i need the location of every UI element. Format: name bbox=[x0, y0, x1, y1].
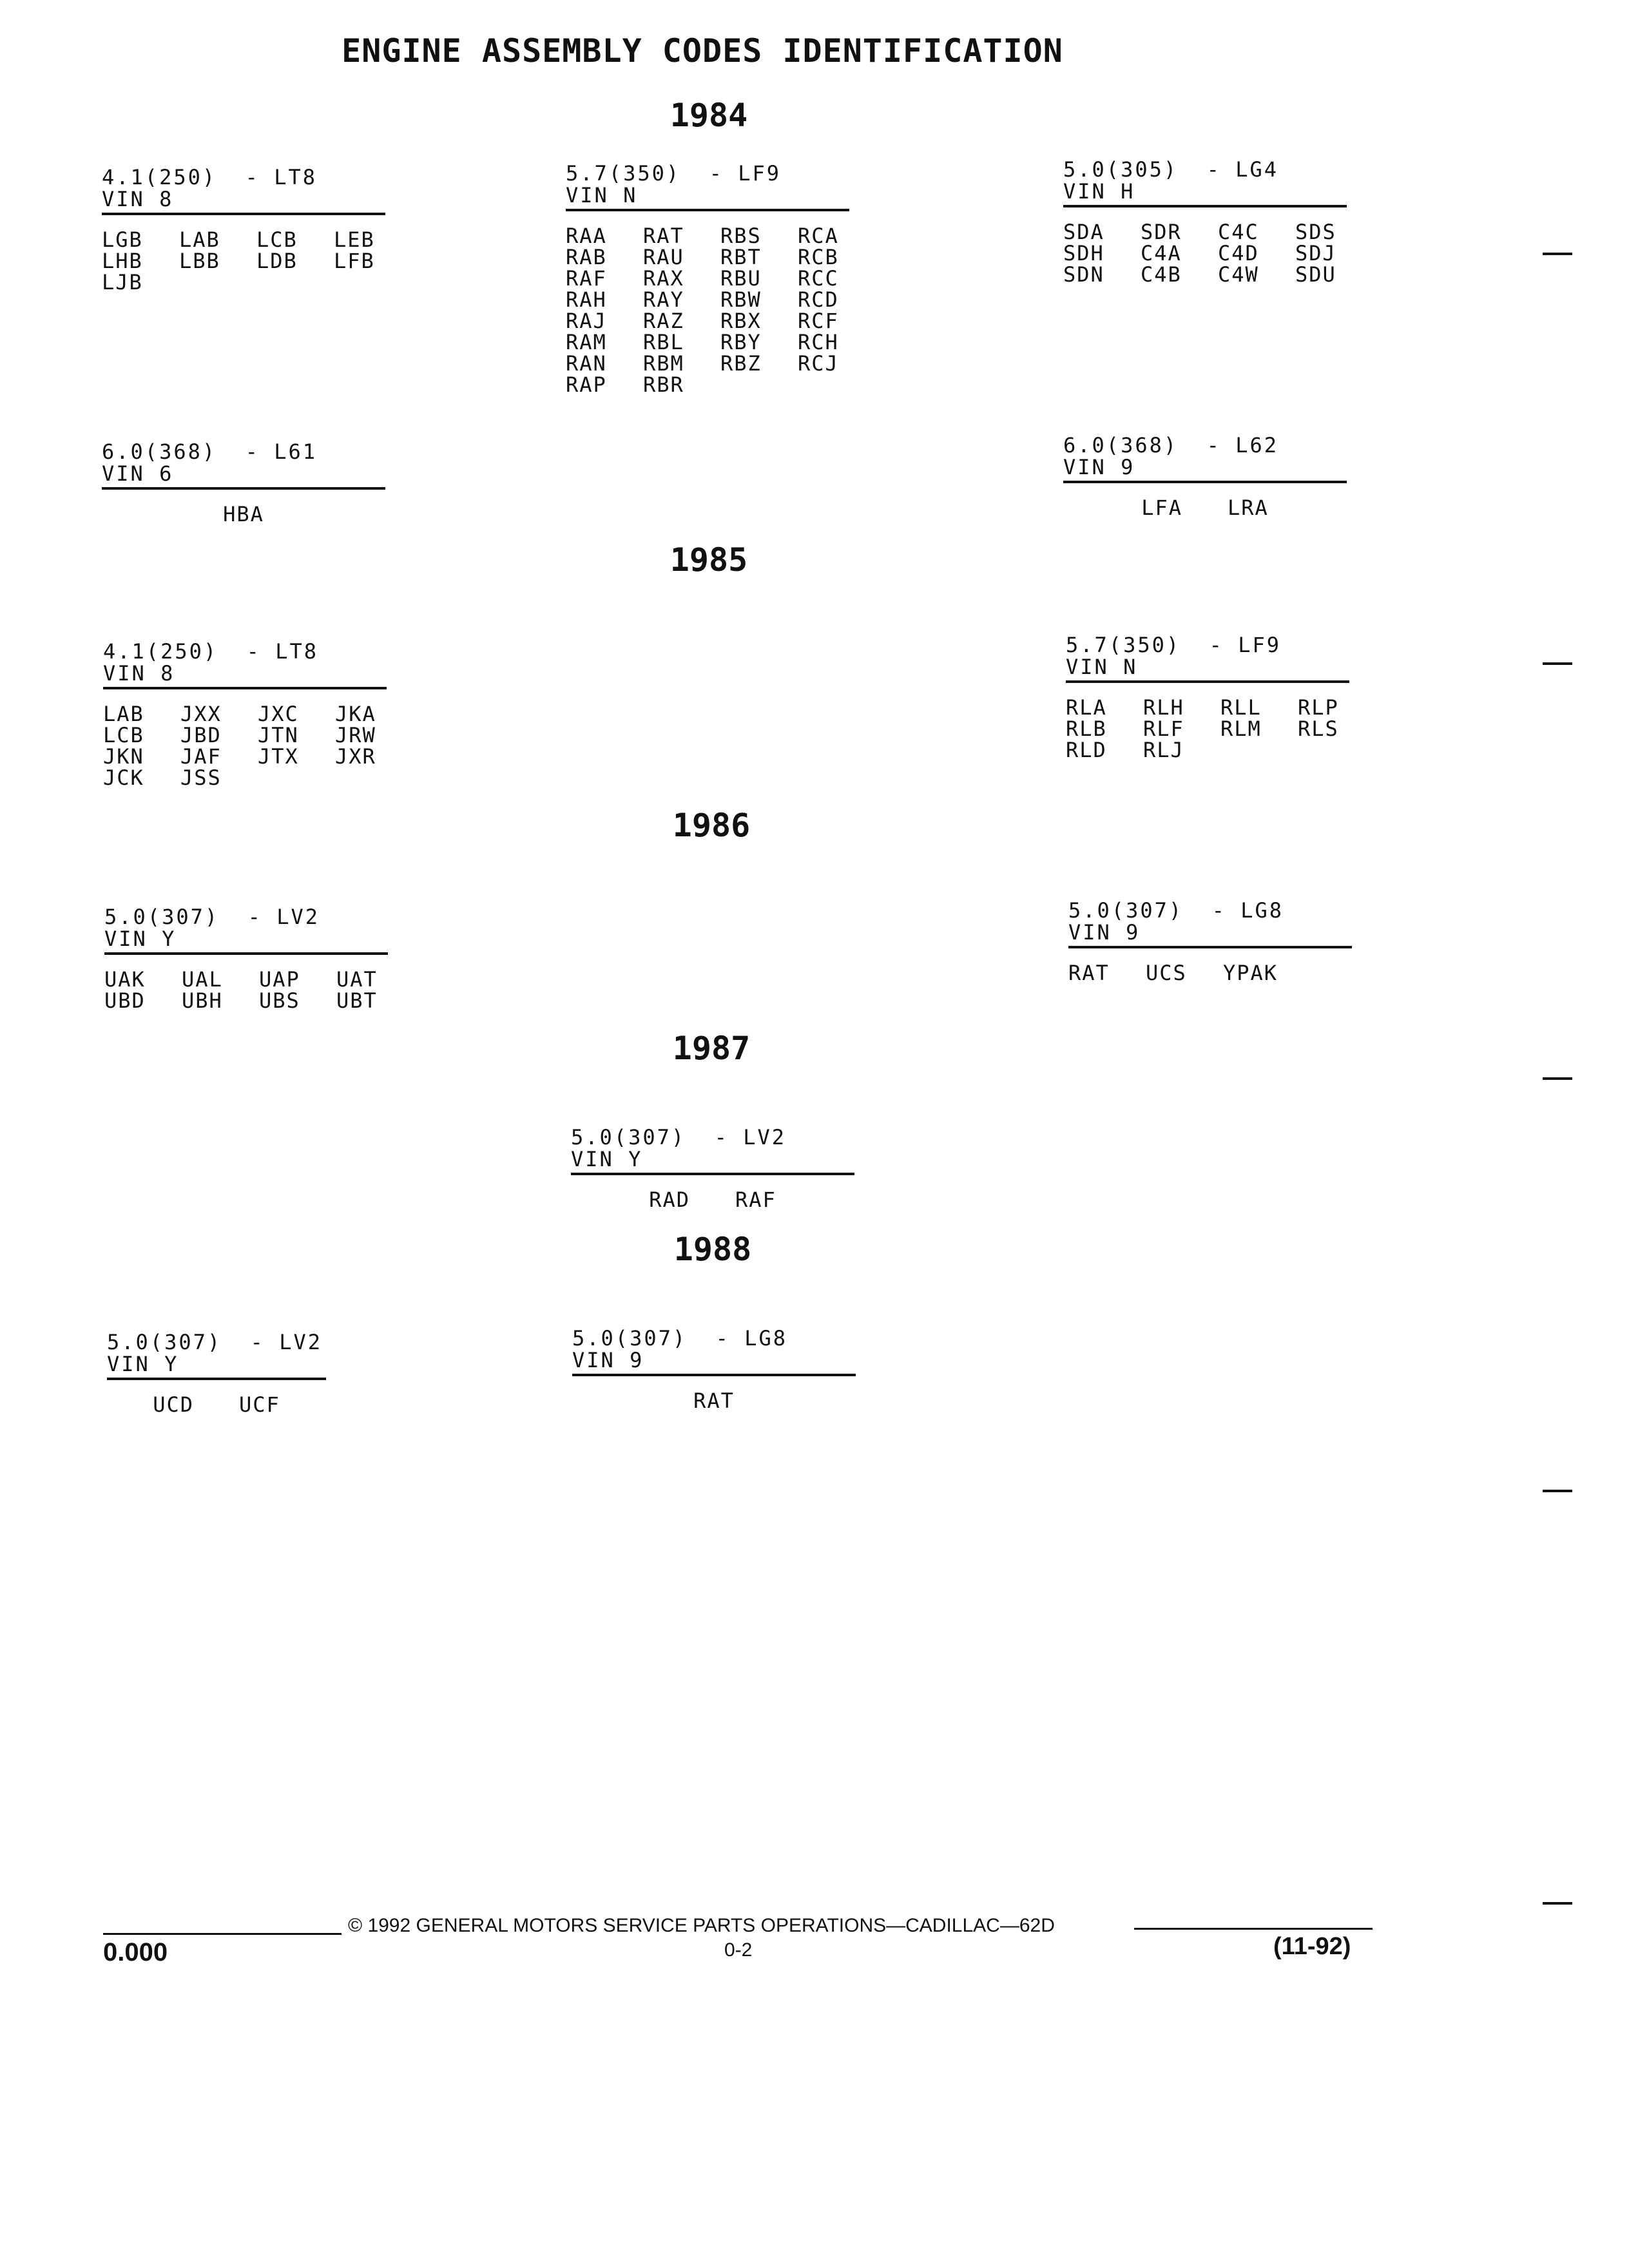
vin-label: VIN N bbox=[1066, 655, 1138, 679]
code: JTN bbox=[258, 723, 299, 747]
underline bbox=[1063, 205, 1347, 207]
engine-block-1984-l62 bbox=[1063, 434, 1347, 519]
code-list bbox=[107, 1394, 326, 1416]
code-list bbox=[1068, 963, 1352, 984]
code: JCK bbox=[103, 765, 144, 790]
code: RCC bbox=[798, 266, 839, 291]
year-heading-1986: 1986 bbox=[672, 807, 751, 844]
vin-label: VIN Y bbox=[571, 1147, 643, 1171]
code: LDB bbox=[256, 249, 298, 273]
code: RLL bbox=[1220, 695, 1262, 720]
code: SDH bbox=[1063, 241, 1104, 265]
code: RBW bbox=[720, 287, 762, 312]
footer-page-number: 0-2 bbox=[724, 1939, 753, 1961]
engine-label: 5.0(307) - LV2 bbox=[571, 1125, 786, 1149]
margin-tick bbox=[1543, 1902, 1572, 1905]
engine-block-1984-lt8 bbox=[102, 166, 385, 293]
vin-label: VIN H bbox=[1063, 179, 1135, 204]
code: LCB bbox=[256, 227, 298, 252]
code: RAN bbox=[566, 351, 607, 376]
footer-rule-right bbox=[1134, 1928, 1373, 1930]
engine-block-1987-lv2 bbox=[571, 1126, 854, 1211]
code: RLJ bbox=[1143, 738, 1184, 762]
vin-label: VIN 8 bbox=[102, 187, 174, 211]
code: SDS bbox=[1295, 220, 1336, 244]
code: RLP bbox=[1298, 695, 1339, 720]
code: SDU bbox=[1295, 262, 1336, 287]
code: HBA bbox=[223, 502, 264, 526]
code: UBT bbox=[336, 988, 378, 1013]
code: RAF bbox=[735, 1187, 776, 1212]
code: RBY bbox=[720, 330, 762, 354]
code: UAK bbox=[104, 967, 146, 992]
code: RLS bbox=[1298, 716, 1339, 741]
margin-tick bbox=[1543, 662, 1572, 665]
engine-label: 5.7(350) - LF9 bbox=[566, 161, 781, 186]
code: JRW bbox=[335, 723, 376, 747]
code: RLB bbox=[1066, 716, 1107, 741]
code: RBS bbox=[720, 224, 762, 248]
code: RLF bbox=[1143, 716, 1184, 741]
code: RAD bbox=[649, 1187, 690, 1212]
code: LCB bbox=[103, 723, 144, 747]
engine-label: 4.1(250) - LT8 bbox=[103, 639, 318, 664]
code: LFB bbox=[334, 249, 375, 273]
code: RAT bbox=[1068, 961, 1110, 985]
footer-section-number: 0.000 bbox=[103, 1938, 168, 1966]
margin-tick bbox=[1543, 1490, 1572, 1492]
engine-block-1984-lg4 bbox=[1063, 159, 1347, 285]
engine-label: 5.0(307) - LG8 bbox=[1068, 898, 1284, 923]
code: C4W bbox=[1218, 262, 1259, 287]
code: JTX bbox=[258, 744, 299, 769]
code-list bbox=[1063, 497, 1347, 519]
code: RCA bbox=[798, 224, 839, 248]
engine-label: 5.0(307) - LV2 bbox=[107, 1330, 322, 1354]
underline bbox=[103, 687, 387, 689]
engine-label: 5.7(350) - LF9 bbox=[1066, 633, 1281, 657]
engine-label: 6.0(368) - L62 bbox=[1063, 433, 1278, 457]
code: JXR bbox=[335, 744, 376, 769]
underline bbox=[1068, 946, 1352, 948]
underline bbox=[102, 487, 385, 490]
code: RAT bbox=[643, 224, 684, 248]
code: UBS bbox=[259, 988, 300, 1013]
vin-label: VIN 6 bbox=[102, 461, 174, 486]
footer-date-code: (11-92) bbox=[1273, 1933, 1351, 1960]
code: C4B bbox=[1141, 262, 1182, 287]
page-title: ENGINE ASSEMBLY CODES IDENTIFICATION bbox=[342, 32, 1063, 70]
underline bbox=[572, 1374, 856, 1376]
vin-label: VIN N bbox=[566, 183, 638, 207]
engine-block-1984-lf9 bbox=[566, 162, 849, 396]
footer-copyright: © 1992 GENERAL MOTORS SERVICE PARTS OPERATIONS—CADILLAC—62D bbox=[348, 1915, 1055, 1936]
year-heading-1987: 1987 bbox=[672, 1030, 751, 1067]
code: RBZ bbox=[720, 351, 762, 376]
code: JKA bbox=[335, 702, 376, 726]
code: RAX bbox=[643, 266, 684, 291]
code: JAF bbox=[180, 744, 222, 769]
code: JKN bbox=[103, 744, 144, 769]
code: LAB bbox=[179, 227, 220, 252]
code-list bbox=[571, 1189, 854, 1211]
code: YPAK bbox=[1223, 961, 1278, 985]
code: RCB bbox=[798, 245, 839, 269]
code: LFA bbox=[1141, 495, 1182, 520]
engine-block-1985-lf9 bbox=[1066, 634, 1349, 761]
engine-block-1988-lg8 bbox=[572, 1327, 856, 1412]
code: LRA bbox=[1228, 495, 1269, 520]
code: RAZ bbox=[643, 309, 684, 333]
code: RAJ bbox=[566, 309, 607, 333]
code: RAA bbox=[566, 224, 607, 248]
vin-label: VIN 8 bbox=[103, 661, 175, 686]
engine-block-1984-l61 bbox=[102, 441, 385, 525]
code: RCD bbox=[798, 287, 839, 312]
code: UCS bbox=[1146, 961, 1187, 985]
engine-block-1985-lt8 bbox=[103, 640, 387, 789]
vin-label: VIN 9 bbox=[1063, 455, 1135, 479]
code: UAP bbox=[259, 967, 300, 992]
vin-label: VIN Y bbox=[107, 1352, 179, 1376]
code: LAB bbox=[103, 702, 144, 726]
engine-block-1988-lv2 bbox=[107, 1331, 390, 1416]
code: LJB bbox=[102, 270, 143, 294]
code: RAB bbox=[566, 245, 607, 269]
vin-label: VIN Y bbox=[104, 927, 177, 951]
code: UCD bbox=[153, 1392, 194, 1417]
code: UBD bbox=[104, 988, 146, 1013]
engine-label: 5.0(307) - LG8 bbox=[572, 1326, 787, 1350]
code: RLM bbox=[1220, 716, 1262, 741]
code: LHB bbox=[102, 249, 143, 273]
code: LEB bbox=[334, 227, 375, 252]
engine-label: 6.0(368) - L61 bbox=[102, 439, 317, 464]
code: RBL bbox=[643, 330, 684, 354]
underline bbox=[104, 952, 388, 955]
underline bbox=[566, 209, 849, 211]
code-list bbox=[572, 1390, 856, 1412]
underline bbox=[102, 213, 385, 215]
code: C4D bbox=[1218, 241, 1259, 265]
vin-label: VIN 9 bbox=[572, 1348, 644, 1372]
code: RBR bbox=[643, 372, 684, 397]
underline bbox=[571, 1173, 854, 1175]
code: RLH bbox=[1143, 695, 1184, 720]
code: UAT bbox=[336, 967, 378, 992]
code: JSS bbox=[180, 765, 222, 790]
code: RAU bbox=[643, 245, 684, 269]
year-heading-1984: 1984 bbox=[670, 97, 748, 134]
code: LBB bbox=[179, 249, 220, 273]
code: SDJ bbox=[1295, 241, 1336, 265]
code: C4A bbox=[1141, 241, 1182, 265]
underline bbox=[1063, 481, 1347, 483]
code: RBX bbox=[720, 309, 762, 333]
code: C4C bbox=[1218, 220, 1259, 244]
code: RAH bbox=[566, 287, 607, 312]
code-list bbox=[103, 704, 387, 789]
code: RCH bbox=[798, 330, 839, 354]
code: SDR bbox=[1141, 220, 1182, 244]
year-heading-1985: 1985 bbox=[670, 541, 748, 579]
code-list bbox=[102, 229, 385, 293]
code: RAF bbox=[566, 266, 607, 291]
code: RCJ bbox=[798, 351, 839, 376]
code: RCF bbox=[798, 309, 839, 333]
code: UBH bbox=[182, 988, 223, 1013]
code-list bbox=[102, 504, 385, 525]
engine-label: 5.0(305) - LG4 bbox=[1063, 157, 1278, 182]
code: LGB bbox=[102, 227, 143, 252]
underline bbox=[1066, 680, 1349, 683]
code: RLD bbox=[1066, 738, 1107, 762]
code-list bbox=[104, 969, 388, 1012]
code: RLA bbox=[1066, 695, 1107, 720]
code: JXX bbox=[180, 702, 222, 726]
year-heading-1988: 1988 bbox=[673, 1231, 752, 1268]
code: JXC bbox=[258, 702, 299, 726]
code: RAT bbox=[693, 1389, 735, 1413]
engine-block-1986-lg8 bbox=[1068, 899, 1352, 984]
code: RBT bbox=[720, 245, 762, 269]
underline bbox=[107, 1378, 326, 1380]
code-list bbox=[1063, 222, 1347, 285]
engine-label: 4.1(250) - LT8 bbox=[102, 165, 317, 189]
code: RBU bbox=[720, 266, 762, 291]
engine-block-1986-lv2 bbox=[104, 906, 388, 1012]
code-list bbox=[1066, 697, 1349, 761]
code: RAY bbox=[643, 287, 684, 312]
vin-label: VIN 9 bbox=[1068, 920, 1141, 945]
footer-rule-left bbox=[103, 1933, 342, 1935]
code: UAL bbox=[182, 967, 223, 992]
margin-tick bbox=[1543, 1077, 1572, 1080]
code-list bbox=[566, 226, 849, 396]
engine-label: 5.0(307) - LV2 bbox=[104, 905, 320, 929]
code: UCF bbox=[239, 1392, 280, 1417]
margin-tick bbox=[1543, 253, 1572, 255]
code: RAP bbox=[566, 372, 607, 397]
code: RBM bbox=[643, 351, 684, 376]
code: SDA bbox=[1063, 220, 1104, 244]
code: JBD bbox=[180, 723, 222, 747]
code: SDN bbox=[1063, 262, 1104, 287]
code: RAM bbox=[566, 330, 607, 354]
